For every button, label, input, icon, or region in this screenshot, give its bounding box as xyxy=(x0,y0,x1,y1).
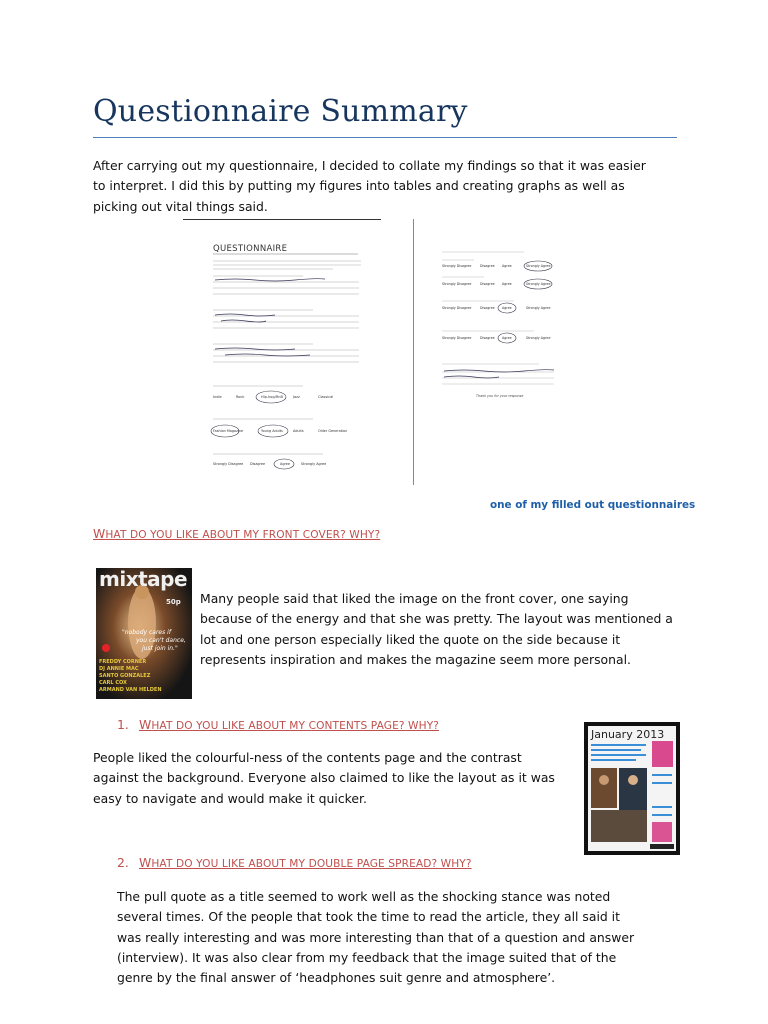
svg-text:Disagree: Disagree xyxy=(480,282,495,286)
front-cover-body: Many people said that liked the image on the front cover, one saying because of the energy and that she was pretty. The layout was mentioned a lot and one person especially liked the quote on the side because it represents inspiration and makes the magazine seem more personal. xyxy=(200,591,673,667)
svg-text:Strongly Agree: Strongly Agree xyxy=(526,264,551,268)
svg-text:Disagree: Disagree xyxy=(480,264,495,268)
title-underline xyxy=(93,137,677,138)
svg-text:you can't dance,: you can't dance, xyxy=(136,637,186,644)
cover-masthead: mixtape xyxy=(99,568,188,591)
scan-option-1-5: Classical xyxy=(318,395,334,399)
svg-text:Disagree: Disagree xyxy=(480,336,495,340)
svg-text:Agree: Agree xyxy=(502,264,512,268)
questionnaire-scan-page-2 xyxy=(413,219,564,485)
heading-text: HAT DO YOU LIKE ABOUT MY CONTENTS PAGE? WHY? xyxy=(151,720,439,732)
scan-option-2-4: Strongly Agree xyxy=(301,462,327,466)
scan-option-1-3: Hip-hop/RnB xyxy=(261,395,283,399)
section-heading-contents-page xyxy=(139,718,439,733)
scan-option-1-4: Jazz xyxy=(293,395,300,399)
scan-heading: QUESTIONNAIRE xyxy=(213,244,288,254)
svg-text:Strongly Disagree: Strongly Disagree xyxy=(442,306,472,310)
svg-text:Strongly Disagree: Strongly Disagree xyxy=(442,282,472,286)
scan-option-2-1: Strongly Disagree xyxy=(213,462,244,466)
heading-text: HAT DO YOU LIKE ABOUT MY FRONT COVER? WHY? xyxy=(105,529,381,541)
magazine-cover-thumbnail xyxy=(96,568,192,699)
scan-option-1-2: Rock xyxy=(236,395,245,399)
svg-text:Agree: Agree xyxy=(502,336,512,340)
cover-name-5: ARMAND VAN HELDEN xyxy=(99,687,162,693)
cover-price: 50p xyxy=(166,598,181,606)
heading-initial: W xyxy=(139,717,152,732)
page-title: Questionnaire Summary xyxy=(93,94,468,129)
svg-text:Older Generation: Older Generation xyxy=(318,429,348,433)
scan-footer: Thank you for your response xyxy=(476,394,524,398)
scan-caption: one of my filled out questionnaires xyxy=(490,499,696,511)
cover-name-2: DJ ANNIE MAC xyxy=(99,666,139,672)
scan-option-1-1: Indie xyxy=(213,395,222,399)
svg-text:Strongly Disagree: Strongly Disagree xyxy=(442,336,472,340)
svg-text:Strongly Agree: Strongly Agree xyxy=(526,306,551,310)
heading-initial: W xyxy=(93,526,106,541)
double-page-spread-body: The pull quote as a title seemed to work well as the shocking stance was noted several times. Of the people that took the time to read the article, they all said it was really interesting and was more interesting than that of a question and answer (interview). It was also clear from my feedback that the image suited that of the genre by the final answer of ‘headphones suit genre and atmosphere’. xyxy=(117,889,635,986)
scan-option-2-3: Agree xyxy=(280,462,290,466)
svg-text:Strongly Disagree: Strongly Disagree xyxy=(442,264,472,268)
svg-text:Disagree: Disagree xyxy=(480,306,495,310)
contents-page-thumbnail xyxy=(584,722,680,855)
svg-text:Strongly Agree: Strongly Agree xyxy=(526,282,551,286)
cover-name-4: CARL COX xyxy=(99,680,127,686)
cover-quote: "nobody cares if xyxy=(122,629,171,636)
scan-option-2-2: Disagree xyxy=(250,462,266,466)
svg-text:Young Adults: Young Adults xyxy=(261,429,283,433)
cover-name-3: SANTO GONZALEZ xyxy=(99,673,151,679)
svg-text:Agree: Agree xyxy=(502,282,512,286)
questionnaire-scan-page-1 xyxy=(183,219,381,487)
section-number-1: 1. xyxy=(117,717,129,732)
scan-options-row-2 xyxy=(213,462,326,466)
svg-text:Adults: Adults xyxy=(293,429,304,433)
contents-page-body: People liked the colourful-ness of the contents page and the contrast against the background. Everyone also claimed to like the layout as it was easy to navigate and would make it quicker. xyxy=(93,750,555,806)
contents-heading: January 2013 xyxy=(591,728,665,741)
heading-initial: W xyxy=(139,855,152,870)
intro-paragraph: After carrying out my questionnaire, I decided to collate my findings so that it was easier to interpret. I did this by putting my figures into tables and creating graphs as well as picking out vital things said. xyxy=(93,158,646,214)
svg-text:Agree: Agree xyxy=(502,306,512,310)
scan-options-row-1 xyxy=(213,395,333,399)
heading-text: HAT DO YOU LIKE ABOUT MY DOUBLE PAGE SPREAD? WHY? xyxy=(151,858,472,870)
section-number-2: 2. xyxy=(117,855,129,870)
section-heading-double-page-spread xyxy=(139,856,472,871)
svg-text:Fashion Magazine: Fashion Magazine xyxy=(213,429,244,433)
svg-text:Strongly Agree: Strongly Agree xyxy=(526,336,551,340)
svg-text:just join in.": just join in." xyxy=(142,645,178,652)
section-heading-front-cover xyxy=(93,527,380,542)
cover-name-1: FREDDY CORNER xyxy=(99,659,147,665)
